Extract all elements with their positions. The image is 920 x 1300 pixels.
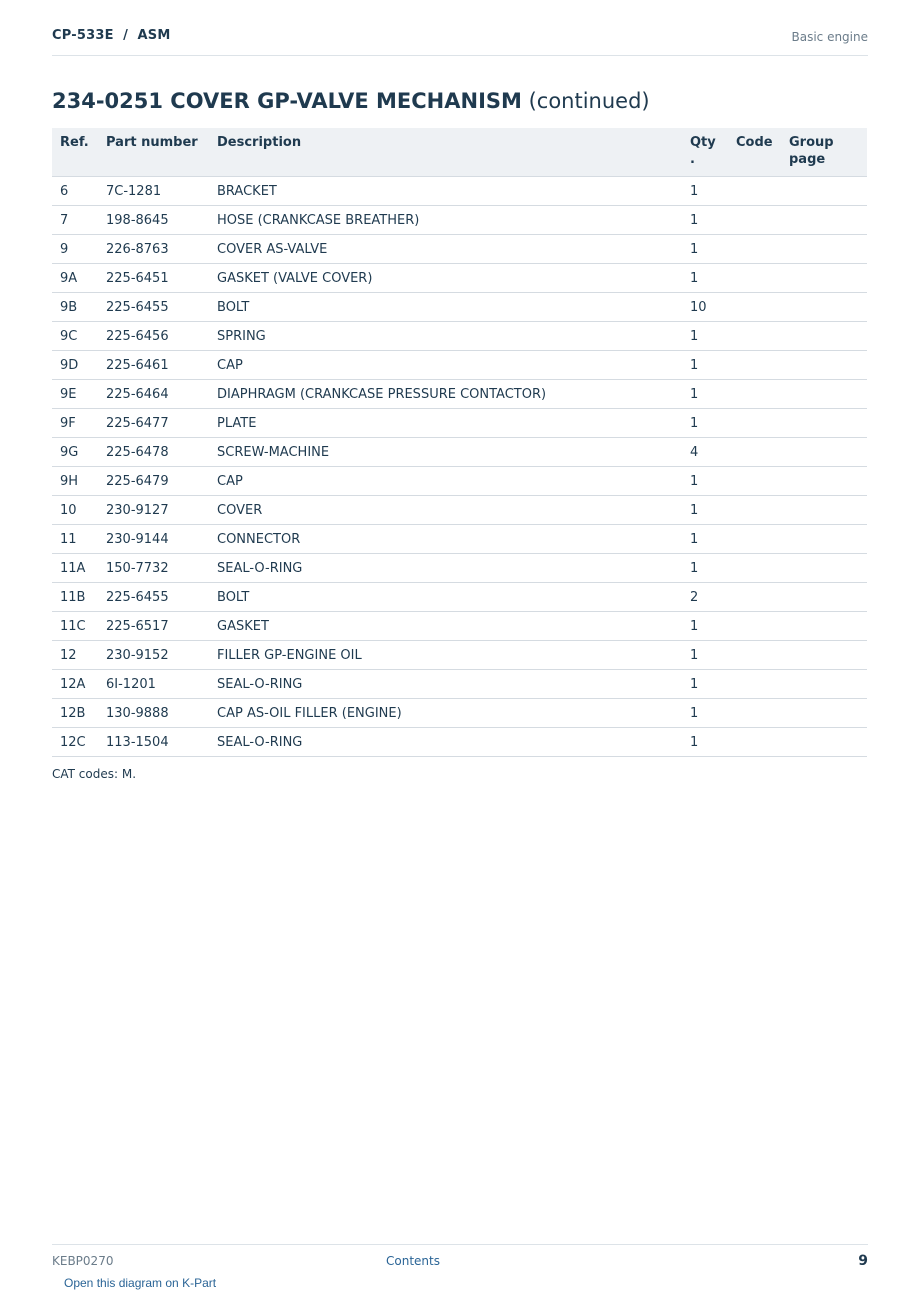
- column-header-qty: Qty .: [682, 128, 728, 177]
- contents-link[interactable]: Contents: [386, 1254, 440, 1268]
- document-id: KEBP0270: [52, 1254, 114, 1268]
- cell-description: SCREW-MACHINE: [209, 438, 682, 467]
- cell-description: FILLER GP-ENGINE OIL: [209, 641, 682, 670]
- cell-code: [728, 322, 781, 351]
- cell-qty: 1: [682, 525, 728, 554]
- cell-ref: 6: [52, 177, 98, 206]
- table-row: [52, 206, 867, 235]
- table-row: [52, 699, 867, 728]
- page-title: [52, 89, 650, 113]
- column-header-code: Code: [728, 128, 781, 177]
- cell-group-page: [781, 206, 867, 235]
- cell-qty: 1: [682, 235, 728, 264]
- cell-code: [728, 554, 781, 583]
- section-category: Basic engine: [791, 30, 868, 44]
- cell-ref: 9: [52, 235, 98, 264]
- cell-description: GASKET: [209, 612, 682, 641]
- parts-table: [52, 128, 867, 757]
- cell-group-page: [781, 670, 867, 699]
- cell-ref: 11A: [52, 554, 98, 583]
- cell-code: [728, 525, 781, 554]
- cell-qty: 1: [682, 467, 728, 496]
- cell-group-page: [781, 380, 867, 409]
- cell-group-page: [781, 525, 867, 554]
- cell-group-page: [781, 554, 867, 583]
- cell-group-page: [781, 641, 867, 670]
- cell-group-page: [781, 235, 867, 264]
- cell-qty: 1: [682, 380, 728, 409]
- cell-qty: 1: [682, 264, 728, 293]
- cell-group-page: [781, 728, 867, 757]
- cell-group-page: [781, 699, 867, 728]
- cell-part-number: 225-6456: [98, 322, 209, 351]
- table-row: [52, 322, 867, 351]
- cell-ref: 9D: [52, 351, 98, 380]
- cell-group-page: [781, 438, 867, 467]
- cell-part-number: 225-6479: [98, 467, 209, 496]
- table-row: [52, 409, 867, 438]
- cell-qty: 1: [682, 670, 728, 699]
- cell-code: [728, 699, 781, 728]
- cell-description: SEAL-O-RING: [209, 670, 682, 699]
- table-row: [52, 177, 867, 206]
- cell-group-page: [781, 496, 867, 525]
- cell-part-number: 225-6461: [98, 351, 209, 380]
- cell-description: HOSE (CRANKCASE BREATHER): [209, 206, 682, 235]
- cell-part-number: 225-6455: [98, 583, 209, 612]
- cell-part-number: 225-6517: [98, 612, 209, 641]
- cell-code: [728, 670, 781, 699]
- cell-code: [728, 409, 781, 438]
- cell-qty: 1: [682, 177, 728, 206]
- cell-qty: 1: [682, 322, 728, 351]
- cell-description: CAP: [209, 351, 682, 380]
- cell-code: [728, 177, 781, 206]
- cell-qty: 4: [682, 438, 728, 467]
- column-header-group-page: Group page: [781, 128, 867, 177]
- cell-part-number: 225-6478: [98, 438, 209, 467]
- page-number: 9: [858, 1253, 868, 1269]
- cell-code: [728, 351, 781, 380]
- cell-qty: 1: [682, 351, 728, 380]
- cell-ref: 9E: [52, 380, 98, 409]
- table-row: [52, 728, 867, 757]
- open-kpart-link[interactable]: Open this diagram on K-Part: [64, 1276, 217, 1290]
- table-row: [52, 293, 867, 322]
- cell-ref: 9B: [52, 293, 98, 322]
- cell-code: [728, 641, 781, 670]
- cell-part-number: 150-7732: [98, 554, 209, 583]
- cell-group-page: [781, 264, 867, 293]
- cell-code: [728, 438, 781, 467]
- cell-ref: 11B: [52, 583, 98, 612]
- cell-part-number: 113-1504: [98, 728, 209, 757]
- table-row: [52, 641, 867, 670]
- table-row: [52, 264, 867, 293]
- cell-part-number: 7C-1281: [98, 177, 209, 206]
- cell-qty: 1: [682, 641, 728, 670]
- continued-label: (continued): [528, 89, 650, 113]
- cell-part-number: 230-9127: [98, 496, 209, 525]
- page-footer: [52, 1244, 868, 1275]
- cell-qty: 2: [682, 583, 728, 612]
- cell-ref: 12A: [52, 670, 98, 699]
- cell-part-number: 225-6451: [98, 264, 209, 293]
- cell-description: CAP: [209, 467, 682, 496]
- cell-ref: 12C: [52, 728, 98, 757]
- cell-part-number: 230-9144: [98, 525, 209, 554]
- column-header-description: Description: [209, 128, 682, 177]
- cell-code: [728, 612, 781, 641]
- cell-code: [728, 583, 781, 612]
- cell-part-number: 6I-1201: [98, 670, 209, 699]
- cell-ref: 12: [52, 641, 98, 670]
- cell-part-number: 130-9888: [98, 699, 209, 728]
- cell-description: SEAL-O-RING: [209, 728, 682, 757]
- cell-description: GASKET (VALVE COVER): [209, 264, 682, 293]
- table-row: [52, 351, 867, 380]
- table-header-row: [52, 128, 867, 177]
- cell-code: [728, 206, 781, 235]
- table-row: [52, 612, 867, 641]
- cell-ref: 9H: [52, 467, 98, 496]
- cell-group-page: [781, 177, 867, 206]
- cell-qty: 1: [682, 206, 728, 235]
- cell-group-page: [781, 612, 867, 641]
- table-row: [52, 554, 867, 583]
- cell-code: [728, 496, 781, 525]
- cell-description: BOLT: [209, 583, 682, 612]
- table-row: [52, 670, 867, 699]
- cell-qty: 10: [682, 293, 728, 322]
- cell-code: [728, 264, 781, 293]
- cell-qty: 1: [682, 699, 728, 728]
- cell-ref: 9G: [52, 438, 98, 467]
- table-row: [52, 380, 867, 409]
- column-header-ref: Ref.: [52, 128, 98, 177]
- cell-part-number: 198-8645: [98, 206, 209, 235]
- cell-code: [728, 728, 781, 757]
- cell-ref: 7: [52, 206, 98, 235]
- cell-qty: 1: [682, 409, 728, 438]
- cell-qty: 1: [682, 496, 728, 525]
- cell-ref: 9C: [52, 322, 98, 351]
- cell-ref: 11C: [52, 612, 98, 641]
- cell-description: BRACKET: [209, 177, 682, 206]
- cell-ref: 11: [52, 525, 98, 554]
- model-breadcrumb: CP-533E / ASM: [52, 28, 171, 43]
- cell-description: CONNECTOR: [209, 525, 682, 554]
- cell-description: CAP AS-OIL FILLER (ENGINE): [209, 699, 682, 728]
- cell-group-page: [781, 322, 867, 351]
- table-row: [52, 235, 867, 264]
- column-header-part-number: Part number: [98, 128, 209, 177]
- cell-group-page: [781, 293, 867, 322]
- page-header: [52, 28, 868, 56]
- cell-description: SEAL-O-RING: [209, 554, 682, 583]
- cell-ref: 9A: [52, 264, 98, 293]
- cell-qty: 1: [682, 554, 728, 583]
- cell-ref: 12B: [52, 699, 98, 728]
- cell-description: PLATE: [209, 409, 682, 438]
- table-row: [52, 525, 867, 554]
- table-row: [52, 583, 867, 612]
- cell-code: [728, 380, 781, 409]
- cell-code: [728, 467, 781, 496]
- cell-description: COVER AS-VALVE: [209, 235, 682, 264]
- cell-qty: 1: [682, 728, 728, 757]
- cell-code: [728, 235, 781, 264]
- cell-group-page: [781, 583, 867, 612]
- cell-description: BOLT: [209, 293, 682, 322]
- cell-group-page: [781, 351, 867, 380]
- table-row: [52, 438, 867, 467]
- table-row: [52, 496, 867, 525]
- cell-qty: 1: [682, 612, 728, 641]
- cell-ref: 10: [52, 496, 98, 525]
- table-row: [52, 467, 867, 496]
- cell-part-number: 225-6455: [98, 293, 209, 322]
- assembly-title: 234-0251 COVER GP-VALVE MECHANISM: [52, 89, 522, 113]
- cell-description: SPRING: [209, 322, 682, 351]
- cell-description: COVER: [209, 496, 682, 525]
- cell-part-number: 230-9152: [98, 641, 209, 670]
- cell-group-page: [781, 467, 867, 496]
- cell-description: DIAPHRAGM (CRANKCASE PRESSURE CONTACTOR): [209, 380, 682, 409]
- cat-codes-note: CAT codes: M.: [52, 767, 137, 781]
- cell-group-page: [781, 409, 867, 438]
- cell-part-number: 226-8763: [98, 235, 209, 264]
- cell-code: [728, 293, 781, 322]
- parts-table-body: [52, 177, 867, 757]
- cell-part-number: 225-6464: [98, 380, 209, 409]
- cell-part-number: 225-6477: [98, 409, 209, 438]
- cell-ref: 9F: [52, 409, 98, 438]
